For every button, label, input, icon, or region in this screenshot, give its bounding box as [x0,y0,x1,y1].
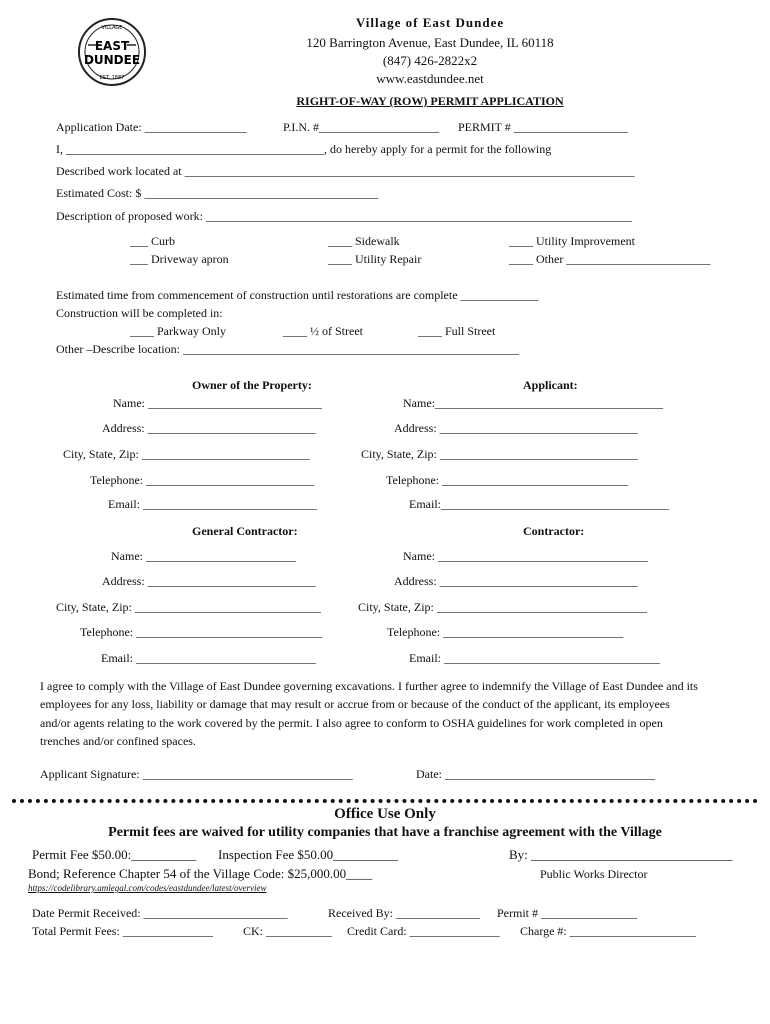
received-by-field[interactable]: Received By: ______________ [328,906,480,920]
fee-waiver-note: Permit fees are waived for utility companies that have a franchise agreement with the Village [108,825,662,840]
applicant-address-field[interactable]: Address: _________________________________ [394,421,638,435]
owner-name-field[interactable]: Name: _____________________________ [113,396,322,410]
contractor-heading: Contractor: [523,524,585,538]
parkway-option[interactable]: ____ Parkway Only [130,324,226,338]
org-address: 120 Barrington Avenue, East Dundee, IL 60118 [306,35,554,50]
bond-field[interactable]: Bond; Reference Chapter 54 of the Village Code: $25,000.00____ [28,866,373,881]
curb-option[interactable]: ___ Curb [130,234,175,248]
inspection-fee-field[interactable]: Inspection Fee $50.00__________ [218,847,399,862]
completion-time-field[interactable]: Estimated time from commencement of construction until restorations are complete _____________ [56,288,539,302]
half-street-option[interactable]: ____ ½ of Street [283,324,363,338]
applicant-signature-field[interactable]: Applicant Signature: ___________________________________ [40,767,353,781]
gc-address-field[interactable]: Address: ____________________________ [102,574,316,588]
logo-line1: EAST [94,39,130,53]
org-website: www.eastdundee.net [376,71,484,86]
owner-heading: Owner of the Property: [192,378,312,392]
other-location-field[interactable]: Other –Describe location: ________________________________________________________ [56,342,519,356]
owner-email-field[interactable]: Email: _____________________________ [108,497,317,511]
office-use-title: Office Use Only [334,806,436,822]
owner-city-field[interactable]: City, State, Zip: ____________________________ [63,447,310,461]
contractor-address-field[interactable]: Address: _________________________________ [394,574,638,588]
office-permit-number-field[interactable]: Permit # ________________ [497,906,637,920]
estimated-cost-field[interactable]: Estimated Cost: $ _______________________________________ [56,186,379,200]
utility-improvement-option[interactable]: ____ Utility Improvement [509,234,635,248]
applicant-telephone-field[interactable]: Telephone: _______________________________ [386,473,629,487]
full-street-option[interactable]: ____ Full Street [418,324,496,338]
agreement-text: I agree to comply with the Village of East Dundee governing excavations. I further agree to indemnify the Village of East Dundee and its employees for any loss, liability or damage that may result or accrue from or because of the conduct of the applicant, its employees and/or agents relating to the work covered by the permit. I also agree to conform to OSHA guidelines for work completed in open trenches and/or confined spaces. [40,679,698,748]
signature-date-field[interactable]: Date: ___________________________________ [416,767,655,781]
logo-top-text: VILLAGE [101,25,123,31]
applicant-name-field[interactable]: Name:______________________________________ [403,396,663,410]
form-title: RIGHT-OF-WAY (ROW) PERMIT APPLICATION [296,94,564,108]
completion-label: Construction will be completed in: [56,306,223,320]
applicant-city-field[interactable]: City, State, Zip: _________________________________ [361,447,638,461]
public-works-director-label: Public Works Director [540,867,648,881]
permit-number-field[interactable]: PERMIT # ___________________ [458,120,628,134]
contractor-city-field[interactable]: City, State, Zip: ___________________________________ [358,600,647,614]
org-name: Village of East Dundee [355,15,505,30]
sidewalk-option[interactable]: ____ Sidewalk [328,234,400,248]
work-description-field[interactable]: Description of proposed work: _______________________________________________________________________ [56,209,632,223]
contractor-telephone-field[interactable]: Telephone: ______________________________ [387,625,624,639]
code-library-link[interactable]: https://codelibrary.amlegal.com/codes/eastdundee/latest/overview [28,883,267,893]
total-fees-field[interactable]: Total Permit Fees: _______________ [32,924,213,938]
date-received-field[interactable]: Date Permit Received: ________________________ [32,906,288,920]
logo-bottom-text: EST. 1887 [99,75,125,81]
application-date-field[interactable]: Application Date: _________________ [56,120,247,134]
work-location-field[interactable]: Described work located at ___________________________________________________________________________ [56,164,635,178]
applicant-name-line[interactable]: I, ___________________________________________, do hereby apply for a permit for the following [56,142,552,156]
pin-field[interactable]: P.I.N. #____________________ [283,120,440,134]
approved-by-field[interactable]: By: _______________________________ [509,847,733,862]
utility-repair-option[interactable]: ____ Utility Repair [328,252,422,266]
applicant-email-field[interactable]: Email:______________________________________ [409,497,669,511]
applicant-heading: Applicant: [523,378,578,392]
owner-address-field[interactable]: Address: ____________________________ [102,421,316,435]
contractor-name-field[interactable]: Name: ___________________________________ [403,549,648,563]
dotted-divider [12,799,758,803]
gc-email-field[interactable]: Email: ______________________________ [101,651,316,665]
check-number-field[interactable]: CK: ___________ [243,924,333,938]
charge-number-field[interactable]: Charge #: _____________________ [520,924,696,938]
credit-card-field[interactable]: Credit Card: _______________ [347,924,500,938]
general-contractor-heading: General Contractor: [192,524,298,538]
contractor-email-field[interactable]: Email: ____________________________________ [409,651,660,665]
owner-telephone-field[interactable]: Telephone: ____________________________ [90,473,315,487]
org-phone: (847) 426-2822x2 [382,53,478,68]
permit-fee-field[interactable]: Permit Fee $50.00:__________ [32,847,197,862]
gc-name-field[interactable]: Name: _________________________ [111,549,296,563]
gc-telephone-field[interactable]: Telephone: _______________________________ [80,625,323,639]
driveway-option[interactable]: ___ Driveway apron [130,252,229,266]
other-option[interactable]: ____ Other ________________________ [509,252,711,266]
gc-city-field[interactable]: City, State, Zip: _______________________________ [56,600,321,614]
logo-line2: DUNDEE [83,53,141,67]
village-logo [77,17,147,87]
